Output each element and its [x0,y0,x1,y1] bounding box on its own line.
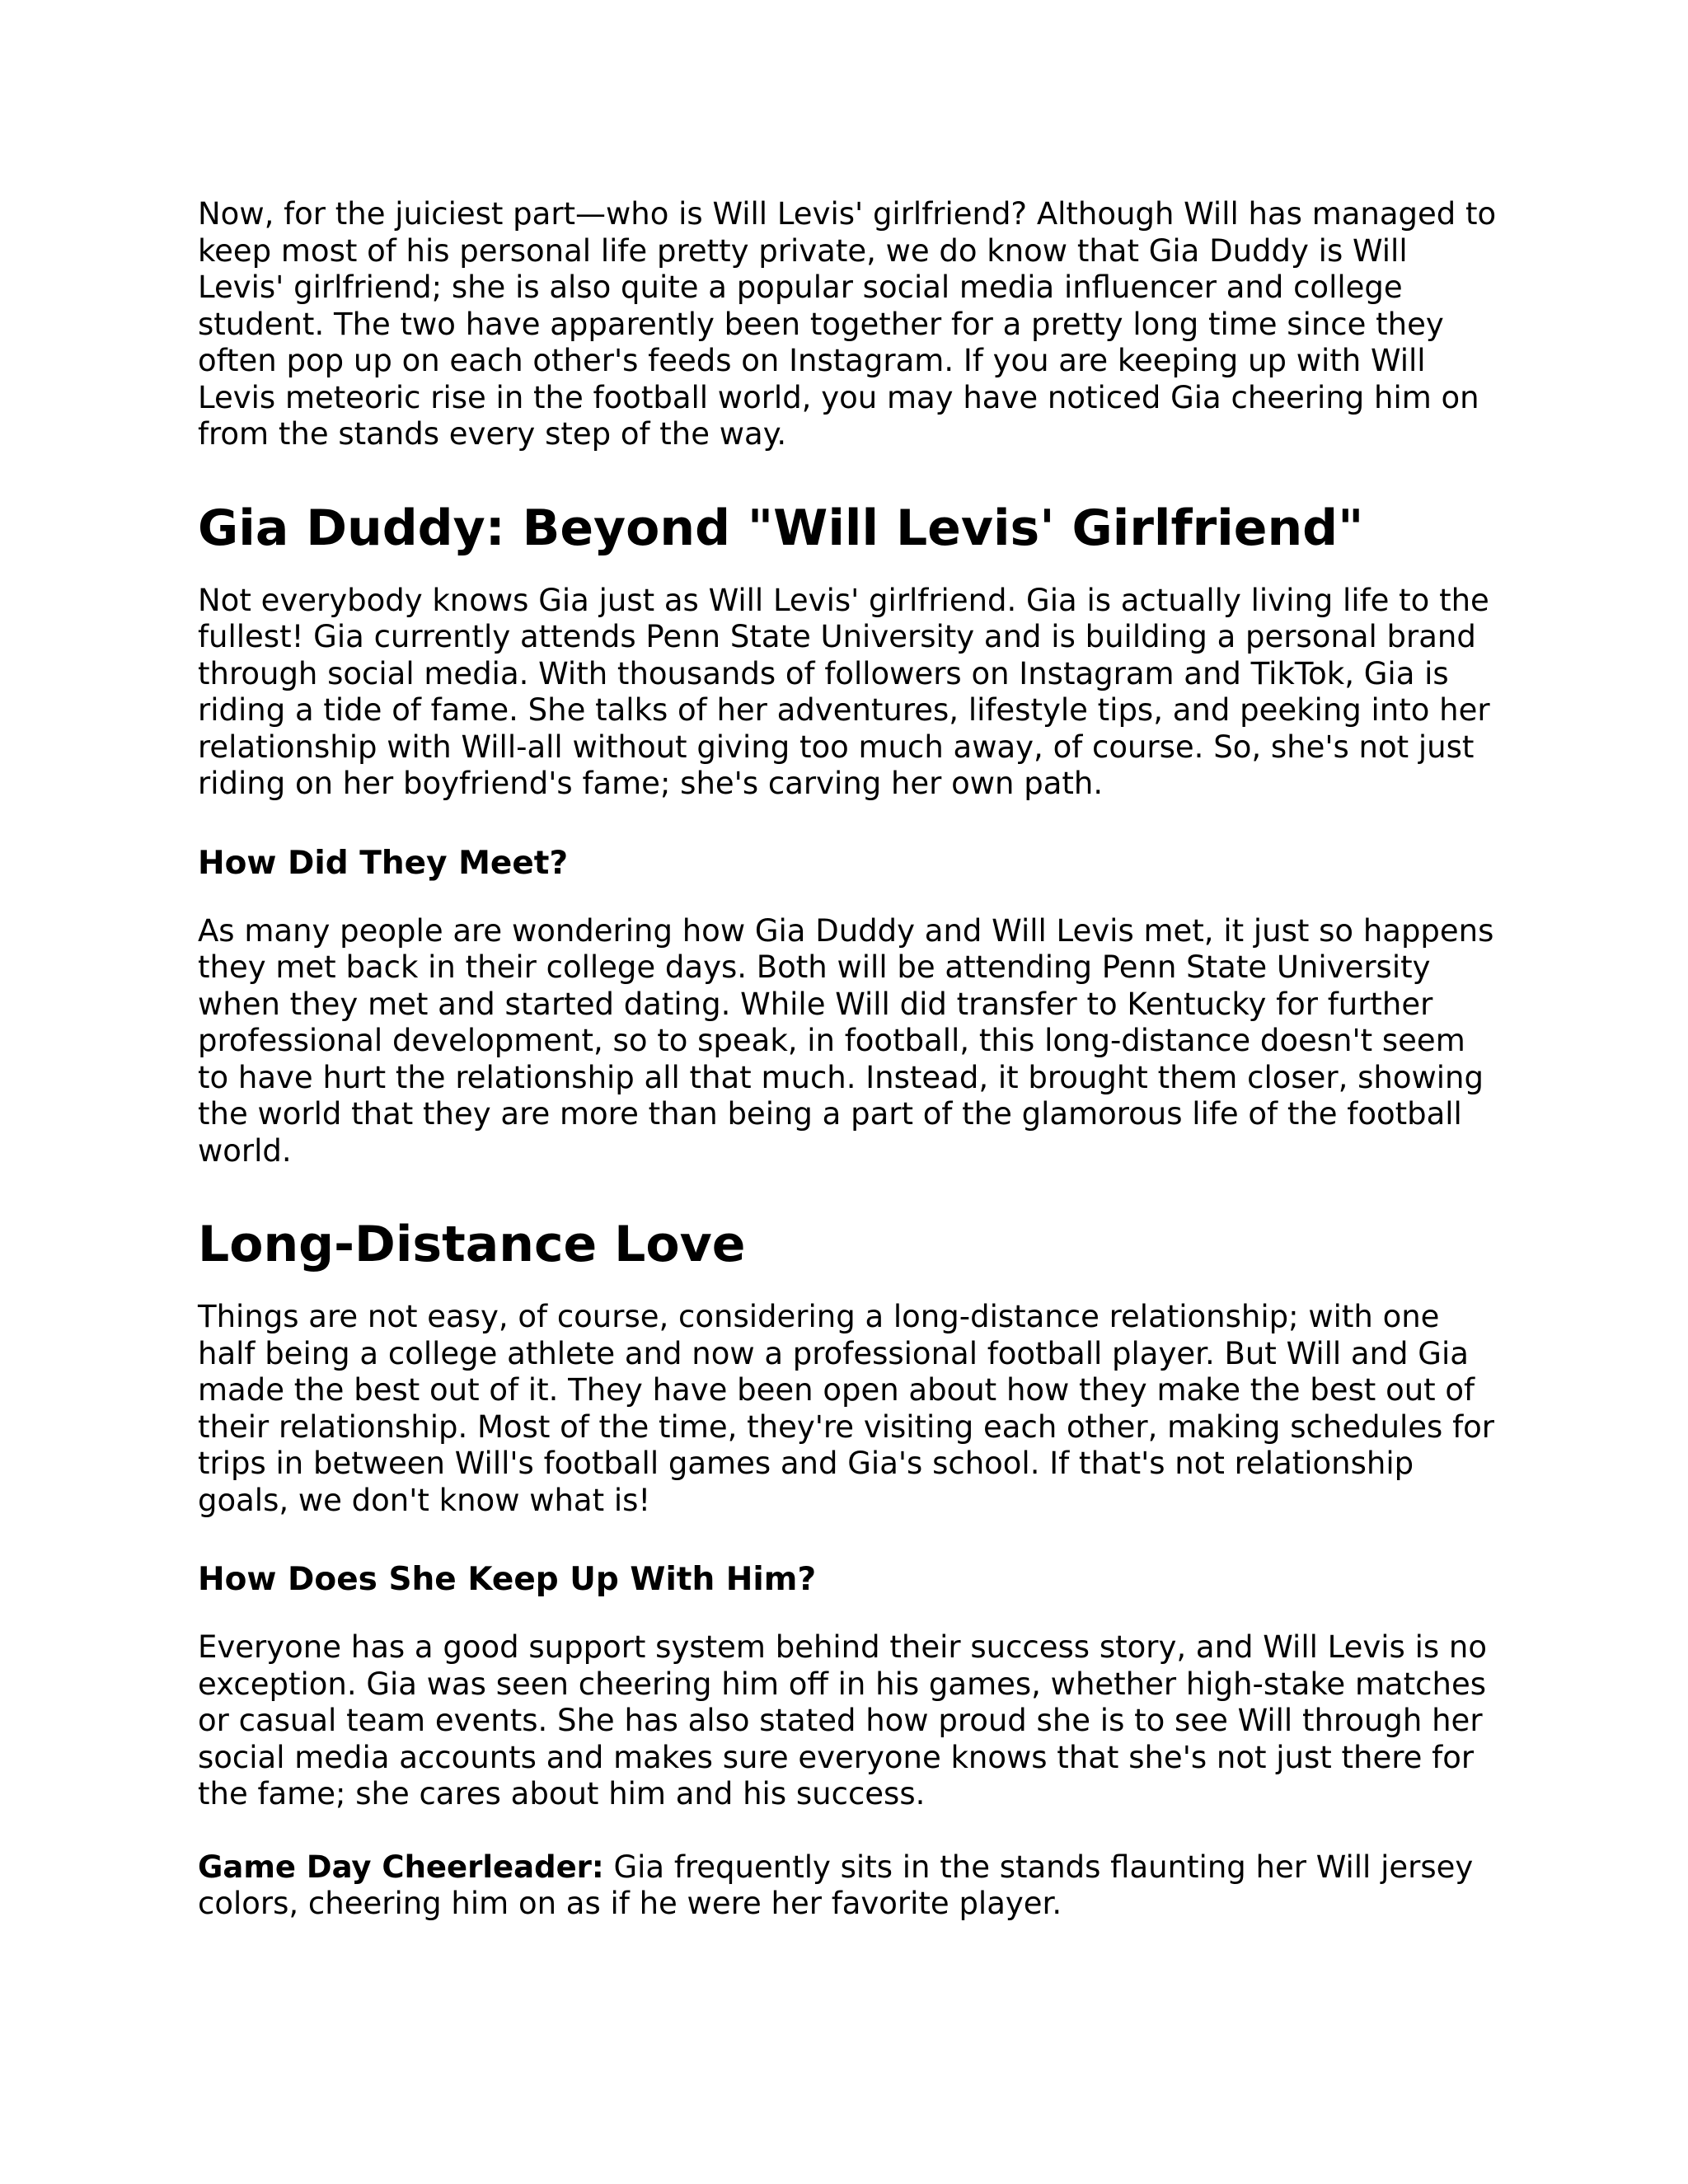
subsection-heading-keep-up: How Does She Keep Up With Him? [198,1561,817,1598]
subsection-paragraph-how-they-met: As many people are wondering how Gia Duddy and Will Levis met, it just so happens they met back in their college days. Both will be attending Penn State University when they met and started dating. While Will did transfer to Kentucky for further professional development, so to speak, in football, this long-distance doesn't seem to have hurt the relationship all that much. Instead, it brought them closer, showing the world that they are more than being a part of the glamorous life of the football world. [198,912,1494,1169]
highlight-label: Game Day Cheerleader: [198,1849,604,1885]
highlight-paragraph [198,1849,1500,1923]
subsection-heading-how-they-met: How Did They Meet? [198,844,569,882]
article-body [198,196,1500,1923]
intro-paragraph: Now, for the juiciest part—who is Will Levis' girlfriend? Although Will has managed to keep most of his personal life pretty private, we do know that Gia Duddy is Will Levis' girlfriend; she is also quite a popular social media influencer and college student. The two have apparently been together for a pretty long time since they often pop up on each other's feeds on Instagram. If you are keeping up with Will Levis meteoric rise in the football world, you may have noticed Gia cheering him on from the stands every step of the way. [198,196,1497,452]
section-heading-long-distance: Long-Distance Love [198,1216,746,1273]
highlight-text: Gia frequently sits in the stands flaunting her Will jersey colors, cheering him on as if he were her favorite player. [198,1849,1474,1921]
subsection-paragraph-keep-up: Everyone has a good support system behind their success story, and Will Levis is no exception. Gia was seen cheering him off in his games, whether high-stake matches or casual team events. She has also stated how proud she is to see Will through her social media accounts and makes sure everyone knows that she's not just there for the fame; she cares about him and his success. [198,1629,1487,1811]
section-paragraph-beyond-girlfriend: Not everybody knows Gia just as Will Levis' girlfriend. Gia is actually living life to the fullest! Gia currently attends Penn State University and is building a personal brand through social media. With thousands of followers on Instagram and TikTok, Gia is riding a tide of fame. She talks of her adventures, lifestyle tips, and peeking into her relationship with Will-all without giving too much away, of course. So, she's not just riding on her boyfriend's fame; she's carving her own path. [198,582,1490,801]
section-heading-beyond-girlfriend: Gia Duddy: Beyond "Will Levis' Girlfriend" [198,499,1364,557]
section-paragraph-long-distance: Things are not easy, of course, considering a long-distance relationship; with one half being a college athlete and now a professional football player. But Will and Gia made the best out of it. They have been open about how they make the best out of their relationship. Most of the time, they're visiting each other, making schedules for trips in between Will's football games and Gia's school. If that's not relationship goals, we don't know what is! [198,1299,1494,1518]
